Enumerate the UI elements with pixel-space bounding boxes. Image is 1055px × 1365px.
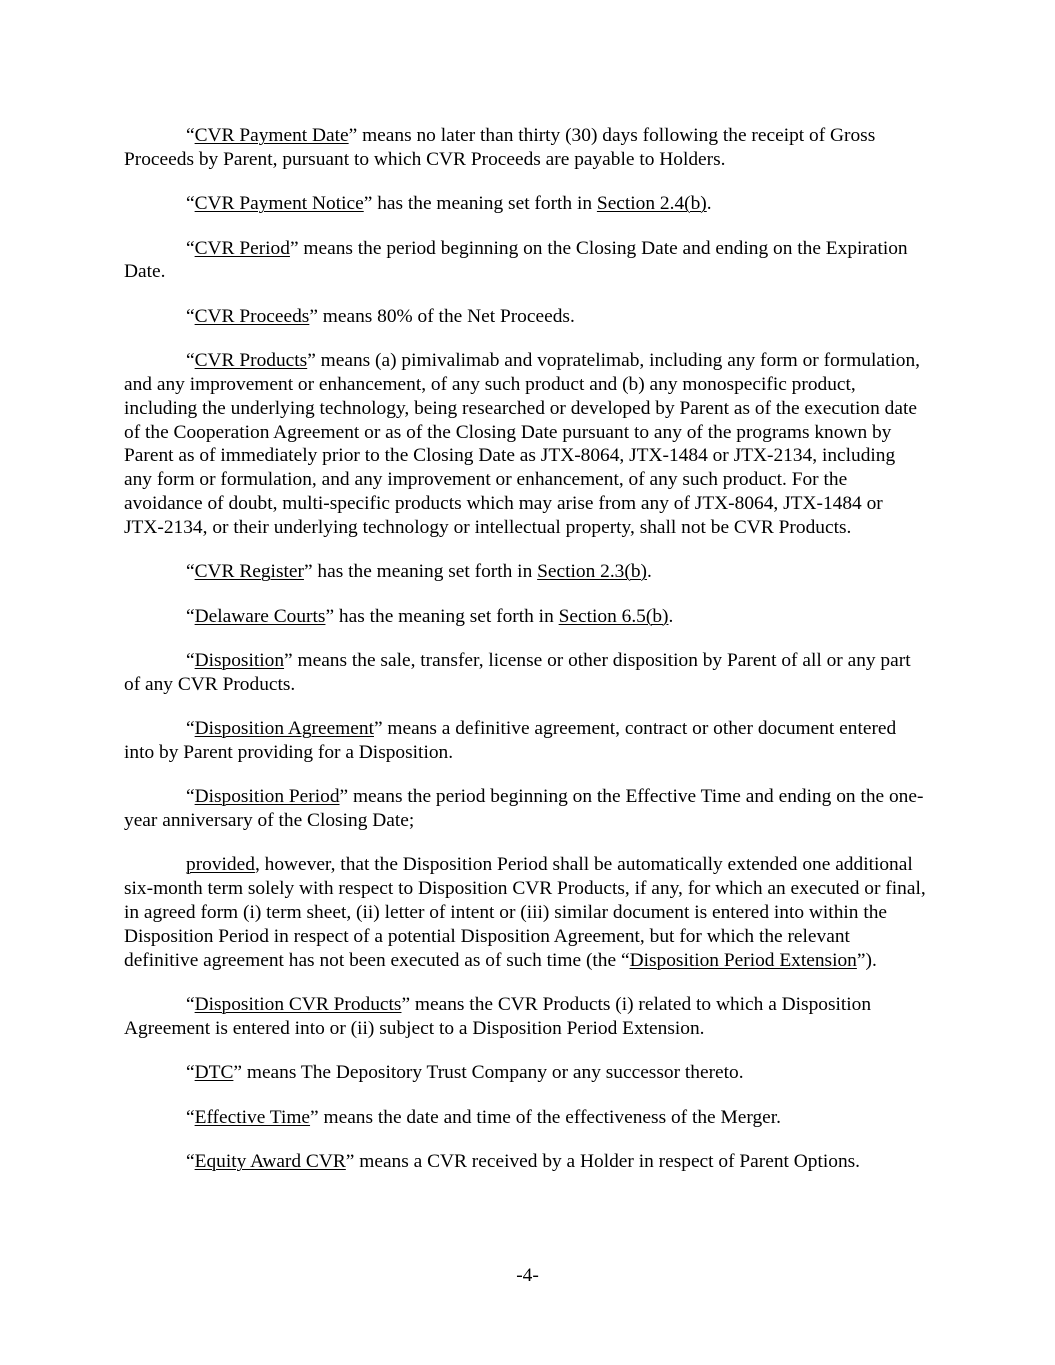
defined-term: DTC [194,1062,234,1084]
definition-disposition-agreement: “Disposition Agreement” means a definitive agreement, contract or other document entered into by Parent providing for a Disposition. [124,718,897,763]
definition-delaware-courts: “Delaware Courts” has the meaning set forth in Section 6.5(b). [186,605,674,627]
definition-disposition-cvr-products: “Disposition CVR Products” means the CVR Products (i) related to which a Disposition Agreement is entered into or (ii) subject to a Disposition Period Extension. [124,994,872,1039]
defined-term: Disposition CVR Products [194,994,402,1016]
definition-cvr-payment-date: “CVR Payment Date” means no later than thirty (30) days following the receipt of Gross Proceeds by Parent, pursuant to which CVR Proceeds are payable to Holders. [124,125,876,170]
defined-term: CVR Register [194,561,304,583]
section-reference: Section 2.3(b) [537,561,647,583]
defined-term: Effective Time [194,1106,311,1128]
definition-disposition: “Disposition” means the sale, transfer, license or other disposition by Parent of all or any part of any CVR Products. [124,649,911,695]
defined-term: CVR Period [194,237,290,259]
page-number: -4- [516,1265,539,1286]
section-reference: Section 2.4(b) [596,193,707,215]
defined-term: CVR Proceeds [194,305,310,327]
defined-term: Disposition Period Extension [629,949,857,971]
definition-cvr-proceeds: “CVR Proceeds” means 80% of the Net Proceeds. [186,305,575,327]
document-body [124,124,926,1174]
definition-effective-time: “Effective Time” means the date and time of the effectiveness of the Merger. [186,1106,781,1128]
defined-term: CVR Products [194,350,308,372]
defined-term: Disposition [194,649,285,671]
defined-term: Delaware Courts [194,605,326,627]
definition-dtc: “DTC” means The Depository Trust Company or any successor thereto. [186,1062,744,1084]
definition-equity-award-cvr: “Equity Award CVR” means a CVR received by a Holder in respect of Parent Options. [186,1151,861,1173]
defined-term: CVR Payment Notice [194,193,364,215]
defined-term: Disposition Agreement [194,718,374,740]
defined-term: Equity Award CVR [194,1151,346,1173]
definition-cvr-products: “CVR Products” means (a) pimivalimab and vopratelimab, including any form or formulation, and any improvement or enhancement, of any such product and (b) any monospecific product, including the underlying technology, being researched or developed by Parent as of the execution date of the Cooperation Agreement or as of the Closing Date pursuant to any of the programs known by Parent as of immediately prior to the Closing Date as JTX-8064, JTX-1484 or JTX-2134, including any form or formulation, and any improvement or enhancement, of any such product. For the avoidance of doubt, multi-specific products which may arise from any of JTX-8064, JTX-1484 or JTX-2134, or their underlying technology or intellectual property, shall not be CVR Products. [124,350,920,538]
definition-disposition-period: “Disposition Period” means the period beginning on the Effective Time and ending on the one-year anniversary of the Closing Date; [124,786,924,832]
proviso-term: provided [186,854,255,876]
defined-term: Disposition Period [194,786,340,808]
definition-cvr-period: “CVR Period” means the period beginning on the Closing Date and ending on the Expiration Date. [124,237,908,283]
definition-cvr-payment-notice: “CVR Payment Notice” has the meaning set forth in Section 2.4(b). [186,193,712,215]
section-reference: Section 6.5(b) [558,605,669,627]
proviso-paragraph: provided, however, that the Disposition Period shall be automatically extended one additional six-month term solely with respect to Disposition CVR Products, if any, for which an executed or final, in agreed form (i) term sheet, (ii) letter of intent or (iii) similar document is entered into within the Disposition Period in respect of a potential Disposition Agreement, but for which the relevant definitive agreement has not been executed as of such time (the “Disposition Period Extension”). [124,854,926,971]
definition-cvr-register: “CVR Register” has the meaning set forth in Section 2.3(b). [186,561,652,583]
defined-term: CVR Payment Date [194,125,349,146]
